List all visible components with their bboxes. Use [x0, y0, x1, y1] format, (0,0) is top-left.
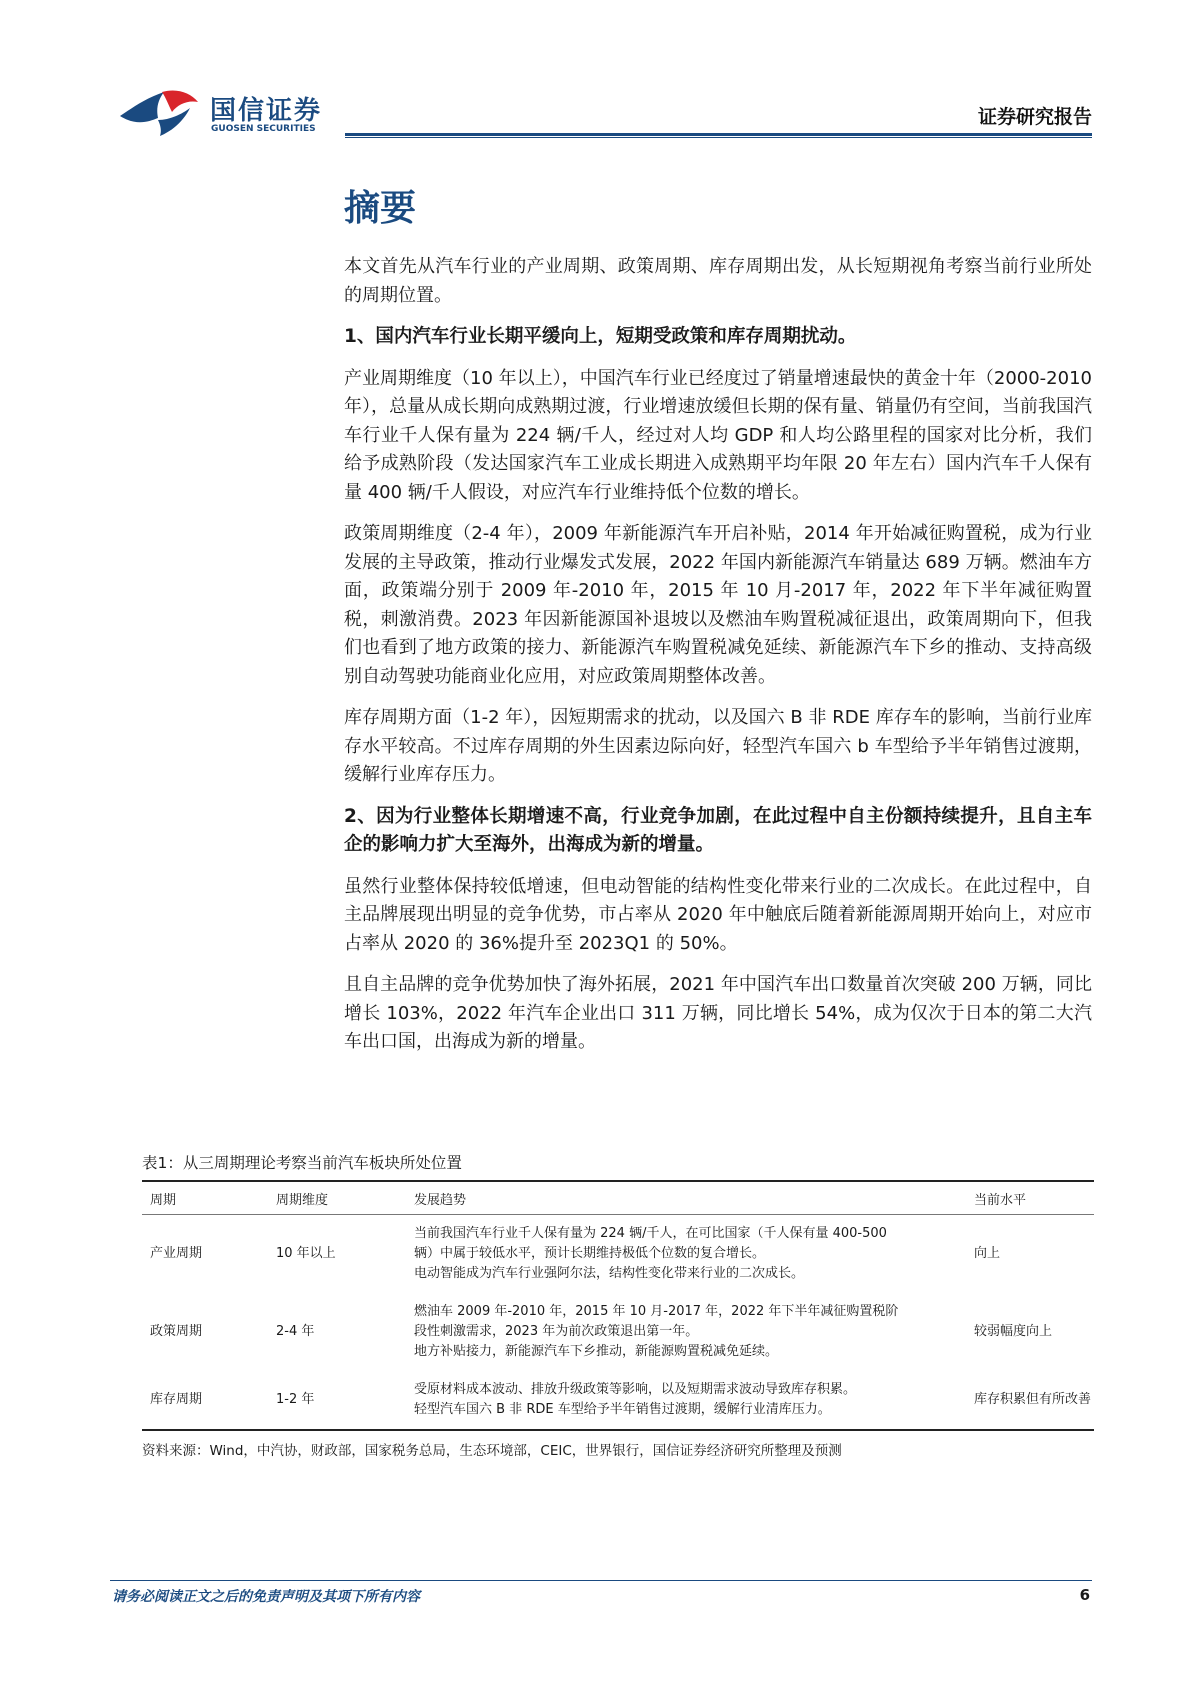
guosen-logo-icon — [118, 86, 206, 142]
table-source: 资料来源：Wind，中汽协，财政部，国家税务总局，生态环境部，CEIC，世界银行，国信证券经济研究所整理及预测 — [142, 1443, 842, 1459]
table-header-row — [142, 1181, 1094, 1215]
cell-level: 较弱幅度向上 — [974, 1324, 1053, 1339]
cell-dimension: 1-2 年 — [268, 1371, 406, 1430]
page-number: 6 — [1079, 1586, 1090, 1604]
body-paragraph: 本文首先从汽车行业的产业周期、政策周期、库存周期出发，从长短期视角考察当前行业所处的周期位置。 — [344, 256, 1092, 306]
trend-line: 电动智能成为汽车行业强阿尔法，结构性变化带来行业的二次成长。 — [414, 1266, 805, 1281]
trend-line: 燃油车 2009 年-2010 年，2015 年 10 月-2017 年，2022 年下半年减征购置税阶 — [414, 1304, 899, 1319]
cycle-table-section — [142, 1152, 1094, 1461]
table-title: 表1：从三周期理论考察当前汽车板块所处位置 — [142, 1154, 462, 1172]
body-paragraph: 虽然行业整体保持较低增速，但电动智能的结构性变化带来行业的二次成长。在此过程中，自主品牌展现出明显的竞争优势，市占率从 2020 年中触底后随着新能源周期开始向上，对应市占率从 2020 的 36%提升至 2023Q1 的 50%。 — [344, 875, 1092, 954]
summary-paragraphs — [344, 253, 1092, 1057]
cell-trend — [406, 1293, 966, 1371]
footer-disclaimer: 请务必阅读正文之后的免责声明及其项下所有内容 — [112, 1589, 420, 1605]
table-header-cycle: 周期 — [142, 1181, 268, 1215]
logo-chinese-name: 国信证券 — [210, 96, 323, 126]
table-header-trend: 发展趋势 — [406, 1181, 966, 1215]
trend-line: 轻型汽车国六 B 非 RDE 车型给予半年销售过渡期，缓解行业清库压力。 — [414, 1402, 831, 1417]
table-header-dimension: 周期维度 — [268, 1181, 406, 1215]
logo-english-name: GUOSEN SECURITIES — [211, 124, 316, 134]
trend-line: 段性刺激需求，2023 年为前次政策退出第一年。 — [414, 1324, 699, 1339]
cell-level: 向上 — [974, 1246, 1001, 1261]
section-heading: 2、因为行业整体长期增速不高，行业竞争加剧，在此过程中自主份额持续提升，且自主车企的影响力扩大至海外，出海成为新的增量。 — [344, 805, 1092, 855]
body-paragraph: 库存周期方面（1-2 年），因短期需求的扰动，以及国六 B 非 RDE 库存车的影响，当前行业库存水平较高。不过库存周期的外生因素边际向好，轻型汽车国六 b 车型给予半年销售过渡期，缓解行业库存压力。 — [344, 707, 1092, 785]
cycle-table — [142, 1180, 1094, 1431]
cell-level: 库存积累但有所改善 — [966, 1371, 1094, 1430]
trend-line: 当前我国汽车行业千人保有量为 224 辆/千人，在可比国家（千人保有量 400-500 — [414, 1226, 887, 1241]
table-row — [142, 1293, 1094, 1371]
header-divider — [345, 133, 1092, 138]
trend-line: 受原材料成本波动、排放升级政策等影响，以及短期需求波动导致库存积累。 — [414, 1382, 857, 1397]
body-paragraph: 产业周期维度（10 年以上），中国汽车行业已经度过了销量增速最快的黄金十年（2000-2010 年），总量从成长期向成熟期过渡，行业增速放缓但长期的保有量、销量仍有空间，当前我国汽车行业千人保有量为 224 辆/千人，经过对人均 GDP 和人均公路里程的国家对比分析，我们给予成熟阶段（发达国家汽车工业成长期进入成熟期平均年限 20 年左右）国内汽车千人保有量 400 辆/千人假设，对应汽车行业维持低个位数的增长。 — [344, 367, 1092, 503]
footer-divider — [110, 1580, 1092, 1581]
cell-cycle: 政策周期 — [150, 1324, 203, 1339]
cell-cycle: 产业周期 — [150, 1246, 203, 1261]
cell-trend — [406, 1371, 966, 1430]
trend-line: 地方补贴接力，新能源汽车下乡推动，新能源购置税减免延续。 — [414, 1344, 779, 1359]
report-type-label: 证券研究报告 — [977, 106, 1092, 128]
cell-trend — [406, 1215, 966, 1294]
cell-cycle: 库存周期 — [142, 1371, 268, 1430]
guosen-logo — [118, 86, 324, 142]
page-title: 摘要 — [344, 188, 417, 229]
cell-dimension: 2-4 年 — [276, 1324, 315, 1339]
cell-dimension: 10 年以上 — [276, 1246, 336, 1261]
body-paragraph: 政策周期维度（2-4 年），2009 年新能源汽车开启补贴，2014 年开始减征购置税，成为行业发展的主导政策，推动行业爆发式发展，2022 年国内新能源汽车销量达 689 万辆。燃油车方面，政策端分别于 2009 年-2010 年，2015 年 10 月-2017 年，2022 年下半年减征购置税，刺激消费。2023 年因新能源国补退坡以及燃油车购置税减征退出，政策周期向下，但我们也看到了地方政策的接力、新能源汽车购置税减免延续、新能源汽车下乡的推动、支持高级别自动驾驶功能商业化应用，对应政策周期整体改善。 — [344, 523, 1092, 687]
summary-section — [344, 185, 1092, 1070]
table-row — [142, 1371, 1094, 1430]
body-paragraph: 且自主品牌的竞争优势加快了海外拓展，2021 年中国汽车出口数量首次突破 200 万辆，同比增长 103%，2022 年汽车企业出口 311 万辆，同比增长 54%，成为仅次于日本的第二大汽车出口国，出海成为新的增量。 — [344, 974, 1092, 1052]
trend-line: 辆）中属于较低水平，预计长期维持极低个位数的复合增长。 — [414, 1246, 766, 1261]
table-row — [142, 1215, 1094, 1294]
table-header-level: 当前水平 — [966, 1181, 1094, 1215]
section-heading: 1、国内汽车行业长期平缓向上，短期受政策和库存周期扰动。 — [344, 326, 857, 347]
